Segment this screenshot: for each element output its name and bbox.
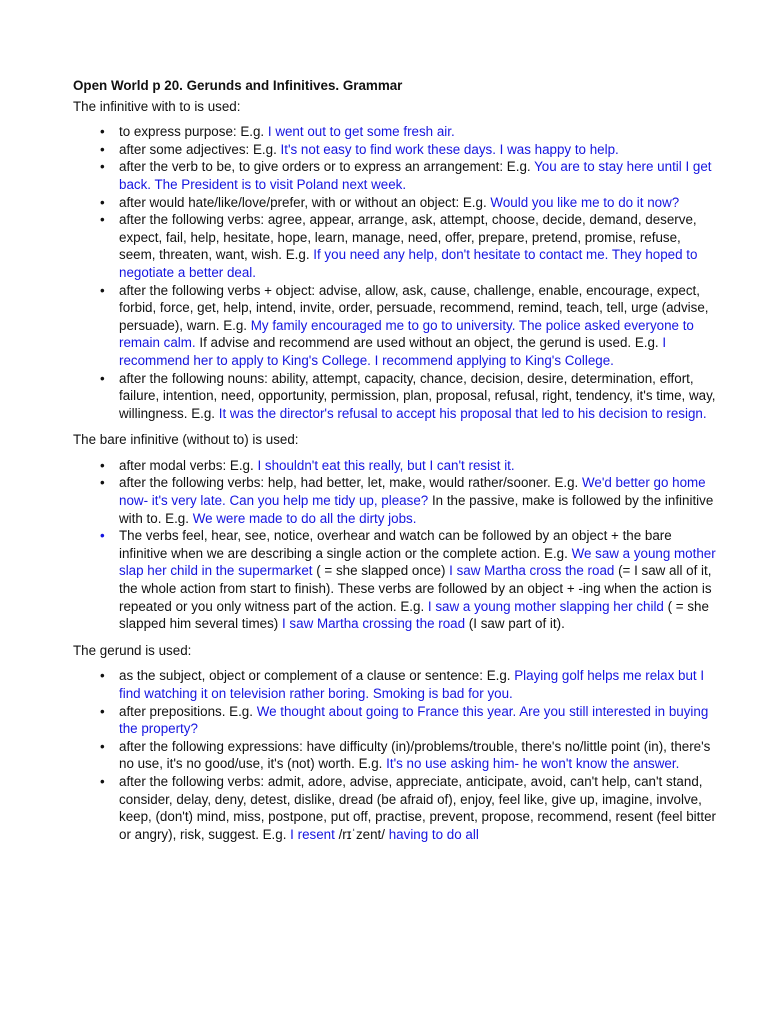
example-text: You are to stay here until I get back. The President is to visit Poland next week.: [119, 159, 712, 192]
example-text: We saw a young mother slap her child in the supermarket: [119, 545, 716, 579]
list-item: • to express purpose: E.g. I went out to get some fresh air.: [100, 124, 455, 140]
list-item: • after would hate/like/love/prefer, with or without an object: E.g. Would you like me to do it now?: [100, 194, 680, 210]
example-text: We thought about going to France this year. Are you still interested in buying the property?: [119, 703, 709, 737]
bullet-icon: •: [100, 668, 105, 684]
list-item: • after some adjectives: E.g. It's not easy to find work these days. I was happy to help.: [100, 141, 619, 157]
bullet-icon: •: [100, 738, 105, 754]
example-text: Playing golf helps me relax but I find watching it on television rather boring. Smoking is bad for you.: [119, 668, 705, 701]
document-title: Open World p 20. Gerunds and Infinitives. Grammar: [73, 78, 403, 93]
bullet-icon: •: [100, 141, 105, 157]
example-text: I saw Martha cross the road: [449, 563, 615, 579]
list-item: • after the following nouns: ability, attempt, capacity, chance, decision, desire, determination, effort, failure, intention, need, opportunity, permission, plan, proposal, refusal, right, tendency, it's time, way, willingness. E.g. It was the director's refusal to accept his proposal that led to his decision to resign.: [100, 370, 716, 421]
list-item: • after the following verbs: agree, appear, arrange, ask, attempt, choose, decide, demand, deserve, expect, fail, help, hesitate, hope, learn, manage, need, offer, prepare, pretend, promise, refuse, seem, threaten, want, wish. E.g. If you need any help, don't hesitate to contact me. They hoped to negotiate a better deal.: [100, 212, 698, 280]
list-item: • after the following expressions: have difficulty (in)/problems/trouble, there's no/little point (in), there's no use, it's no good/use, it's (not) worth. E.g. It's no use asking him- he won't know the answer.: [100, 738, 711, 772]
example-text: I saw Martha crossing the road: [281, 616, 466, 632]
example-text: It was the director's refusal to accept his proposal that led to his decision to resign.: [218, 405, 707, 421]
list-item: • after the following verbs + object: advise, allow, ask, cause, challenge, enable, encourage, expect, forbid, force, get, help, intend, invite, order, persuade, recommend, remind, teach, tell, urge (advise, persuade), warn. E.g. My family encouraged me to go to university. The police asked everyone to remain calm. If advise and recommend are used without an object, the gerund is used. E.g. I recommend her to apply to King's College. I recommend applying to King's College.: [100, 282, 709, 368]
list-item: • after the following verbs: admit, adore, advise, appreciate, anticipate, avoid, can't help, can't stand, consider, delay, deny, detest, dislike, dread (be afraid of), enjoy, feel like, give up, imagine, involve, keep, (don't) mind, miss, postpone, put off, practise, prevent, propose, recommend, resent (feel bitter or angry), risk, suggest. E.g. I resent /rɪˈzent/ having to do all: [100, 773, 717, 842]
section-heading-infinitive: The infinitive with to is used:: [73, 98, 241, 114]
example-text: I resent: [290, 826, 335, 842]
example-text: We were made to do all the dirty jobs.: [192, 510, 417, 526]
example-text: I saw a young mother slapping her child: [427, 598, 664, 614]
example-text: I went out to get some fresh air.: [267, 124, 455, 140]
bullet-icon: •: [100, 124, 105, 140]
bare-infinitive-rules-list: [73, 457, 718, 633]
example-text: Would you like me to do it now?: [490, 194, 680, 210]
list-item: • The verbs feel, hear, see, notice, overhear and watch can be followed by an object + the bare infinitive when we are describing a single action or the complete action. E.g. We saw a young mother slap her child in the supermarket ( = she slapped once) I saw Martha cross the road (= I saw all of it, the whole action from start to finish). These verbs are followed by an object + -ing when the action is repeated or you only witness part of the action. E.g. I saw a young mother slapping her child ( = she slapped him several times) I saw Martha crossing the road (I saw part of it).: [100, 528, 716, 632]
example-text: If you need any help, don't hesitate to contact me. They hoped to negotiate a better deal.: [119, 247, 698, 280]
infinitive-rules-list: [73, 123, 718, 422]
list-item: • after modal verbs: E.g. I shouldn't eat this really, but I can't resist it.: [100, 457, 515, 473]
section-heading-gerund: The gerund is used:: [73, 642, 192, 658]
bullet-icon: •: [100, 703, 105, 719]
example-text: I shouldn't eat this really, but I can't resist it.: [257, 457, 515, 473]
bullet-icon: •: [100, 773, 105, 789]
example-text: We'd better go home now- it's very late. Can you help me tidy up, please?: [119, 475, 706, 509]
example-text: I recommend her to apply to King's College. I recommend applying to King's College.: [119, 335, 667, 368]
example-text: My family encouraged me to go to university. The police asked everyone to remain calm.: [119, 317, 694, 351]
bullet-icon: •: [100, 212, 105, 228]
bullet-icon: •: [100, 194, 105, 210]
example-text: having to do all: [388, 826, 479, 842]
list-item: • after prepositions. E.g. We thought about going to France this year. Are you still interested in buying the property?: [100, 703, 709, 737]
list-item: • as the subject, object or complement of a clause or sentence: E.g. Playing golf helps me relax but I find watching it on television rather boring. Smoking is bad for you.: [100, 668, 705, 701]
gerund-rules-list: [73, 667, 718, 843]
bullet-icon: •: [100, 370, 105, 386]
bullet-icon: •: [100, 457, 105, 473]
bullet-icon: •: [100, 528, 105, 544]
list-item: • after the following verbs: help, had better, let, make, would rather/sooner. E.g. We'd better go home now- it's very late. Can you help me tidy up, please? In the passive, make is followed by the infinitive with to. E.g. We were made to do all the dirty jobs.: [100, 475, 714, 526]
section-heading-bare-infinitive: The bare infinitive (without to) is used:: [73, 432, 299, 448]
bullet-icon: •: [100, 282, 105, 298]
list-item: • after the verb to be, to give orders or to express an arrangement: E.g. You are to stay here until I get back. The President is to visit Poland next week.: [100, 159, 712, 192]
bullet-icon: •: [100, 475, 105, 491]
example-text: It's not easy to find work these days. I was happy to help.: [280, 141, 619, 157]
bullet-icon: •: [100, 159, 105, 175]
example-text: It's no use asking him- he won't know the answer.: [386, 756, 680, 772]
